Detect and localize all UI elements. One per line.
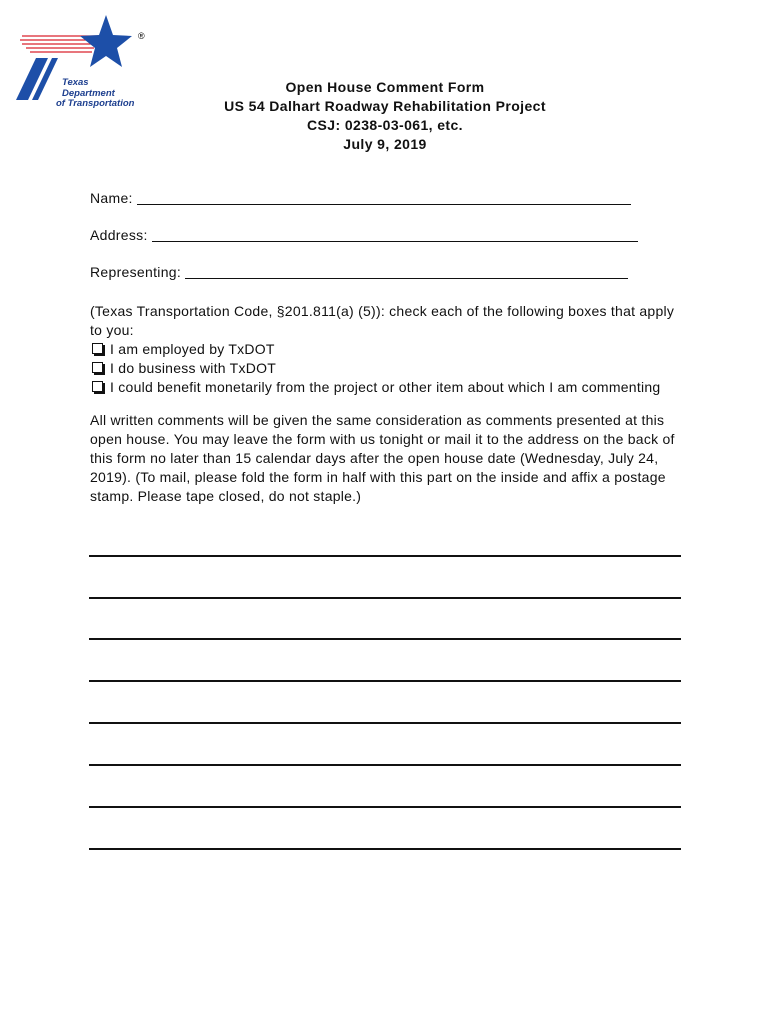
project-name: US 54 Dalhart Roadway Rehabilitation Project (224, 98, 546, 114)
checkbox-option (90, 359, 690, 378)
checkbox-label: I do business with TxDOT (110, 360, 277, 376)
checkbox-label: I am employed by TxDOT (110, 341, 275, 357)
checkbox-option (90, 378, 690, 397)
checkbox-benefit[interactable] (92, 381, 103, 392)
comment-line[interactable] (89, 638, 681, 640)
name-input-line[interactable] (137, 190, 631, 205)
disclosure-intro: (Texas Transportation Code, §201.811(a) (5)): check each of the following boxes that apply to you: (90, 303, 675, 338)
comment-line[interactable] (89, 764, 681, 766)
comment-line[interactable] (89, 597, 681, 599)
checkbox-employed[interactable] (92, 343, 103, 354)
representing-field-row (90, 264, 628, 280)
name-field-row (90, 190, 631, 206)
checkbox-business[interactable] (92, 362, 103, 373)
form-title: Open House Comment Form (285, 79, 485, 95)
disclosure-section (90, 302, 690, 397)
agency-name-line: Texas (62, 77, 89, 88)
comment-line[interactable] (89, 848, 681, 850)
agency-name-line: of Transportation (56, 98, 135, 109)
comment-line[interactable] (89, 555, 681, 557)
comment-line[interactable] (89, 722, 681, 724)
name-label: Name: (90, 190, 133, 206)
address-label: Address: (90, 227, 148, 243)
registered-mark: ® (138, 31, 145, 41)
representing-input-line[interactable] (185, 264, 628, 279)
representing-label: Representing: (90, 264, 182, 280)
agency-name-line: Department (62, 87, 115, 99)
comment-line[interactable] (89, 806, 681, 808)
form-header (0, 78, 770, 154)
comment-line[interactable] (89, 680, 681, 682)
form-date: July 9, 2019 (343, 136, 427, 152)
instructions-paragraph: All written comments will be given the same consideration as comments presented at this open house. You may leave the form with us tonight or mail it to the address on the back of this form no later than 15 calendar days after the open house date (Wednesday, July 24, 2019). (To mail, please fold the form in half with this part on the inside and affix a postage stamp. Please tape closed, do not staple.) (90, 412, 675, 504)
address-input-line[interactable] (152, 227, 638, 242)
checkbox-option (90, 340, 690, 359)
csj-number: CSJ: 0238-03-061, etc. (307, 117, 463, 133)
address-field-row (90, 227, 638, 243)
checkbox-label: I could benefit monetarily from the project or other item about which I am commenting (110, 379, 661, 395)
